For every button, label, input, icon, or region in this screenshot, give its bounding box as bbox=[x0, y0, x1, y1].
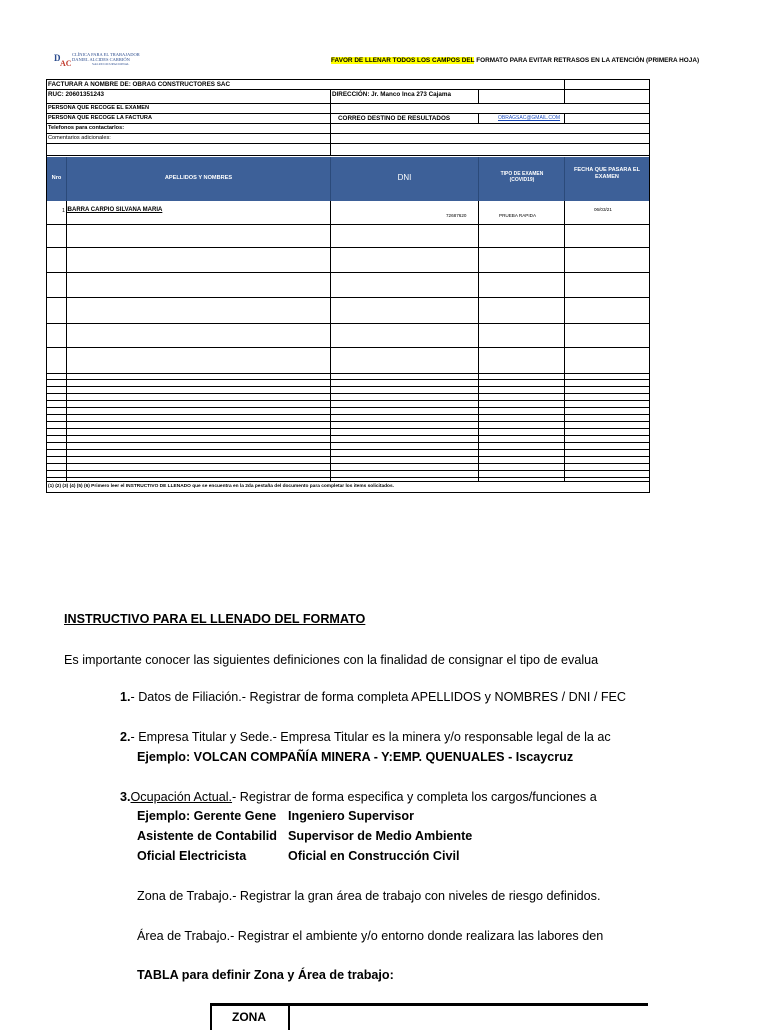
instructions-title: INSTRUCTIVO PARA EL LLENADO DEL FORMATO bbox=[64, 612, 366, 626]
header-names: APELLIDOS Y NOMBRES bbox=[164, 175, 233, 181]
item-1-number: 1. bbox=[120, 690, 131, 704]
zona-header-cell bbox=[210, 1006, 290, 1030]
item-3-example-a: Ejemplo: Gerente Gene bbox=[137, 809, 277, 823]
item-3-text: - Registrar de forma especifica y completa los cargos/funciones a bbox=[232, 790, 597, 804]
header-nro: Nro bbox=[51, 175, 62, 181]
instructions-intro: Es importante conocer las siguientes definiciones con la finalidad de consignar el tipo de evalua bbox=[64, 653, 599, 667]
item-2-text: - Empresa Titular y Sede.- Empresa Titular es la minera y/o responsable legal de la ac bbox=[130, 730, 611, 744]
item-3-example-d: Supervisor de Medio Ambiente bbox=[288, 829, 473, 843]
request-form bbox=[46, 79, 650, 493]
instruction-item-2 bbox=[120, 730, 654, 744]
instruction-item-1 bbox=[120, 690, 654, 704]
header-exam-date: FECHA QUE PASARA EL EXAMEN bbox=[574, 167, 640, 180]
item-3-example-b: Ingeniero Supervisor bbox=[288, 809, 414, 823]
item-3-example-f: Oficial en Construcción Civil bbox=[288, 849, 460, 863]
header-dni: DNI bbox=[397, 173, 412, 182]
invoice-collector-label: PERSONA QUE RECOGE LA FACTURA bbox=[48, 115, 153, 121]
exam-collector-label: PERSONA QUE RECOGE EL EXAMEN bbox=[48, 105, 150, 111]
zona-header: ZONA bbox=[232, 1010, 266, 1024]
zona-table bbox=[210, 1003, 648, 1030]
form-footnote: (1) (2) (3) (4) (5) (6) Primero leer el INSTRUCTIVO DE LLENADO que se encuentra en la 2da pestaña del documento para completar los items solicitados. bbox=[48, 484, 394, 489]
clinic-logo-icon bbox=[54, 52, 70, 68]
clinic-logo bbox=[54, 52, 164, 68]
instruction-item-3 bbox=[120, 790, 654, 804]
row-exam-type: PRUEBA RAPIDA bbox=[499, 213, 537, 218]
zona-trabajo-text: Zona de Trabajo.- Registrar la gran área de trabajo con niveles de riesgo definidos. bbox=[137, 889, 601, 903]
bill-to-name: FACTURAR A NOMBRE DE: OBRAG CONSTRUCTORES SAC bbox=[48, 81, 231, 88]
item-3-number: 3. bbox=[120, 790, 131, 804]
fill-notice bbox=[331, 57, 699, 64]
notice-rest: FORMATO PARA EVITAR RETRASOS EN LA ATENCIÓN (PRIMERA HOJA) bbox=[474, 57, 700, 64]
comments-label: Comentarios adicionales: bbox=[48, 135, 111, 141]
item-2-example: Ejemplo: VOLCAN COMPAÑÍA MINERA - Y:EMP. QUENUALES - Iscaycruz bbox=[137, 750, 574, 764]
row-nro: 1 bbox=[62, 208, 65, 214]
item-2-number: 2. bbox=[120, 730, 131, 744]
address-field: DIRECCIÓN: Jr. Manco Inca 273 Cajama bbox=[332, 91, 451, 98]
results-email-link[interactable]: OBRAGSAC@GMAIL.COM bbox=[498, 115, 561, 121]
item-3-example-c: Asistente de Contabilid bbox=[137, 829, 277, 843]
area-trabajo-text: Área de Trabajo.- Registrar el ambiente y/o entorno donde realizara las labores den bbox=[137, 929, 604, 943]
header-exam-type: TIPO DE EXAMEN (COVID19) bbox=[500, 171, 544, 183]
logo-line-2: DANIEL ALCIDES CARRIÓN bbox=[72, 56, 130, 62]
item-3-example-e: Oficial Electricista bbox=[137, 849, 247, 863]
row-dni: 72687620 bbox=[446, 213, 467, 218]
row-name: IBARRA CARPIO SILVANA MARIA bbox=[66, 207, 163, 213]
item-1-text: - Datos de Filiación.- Registrar de forma completa APELLIDOS y NOMBRES / DNI / FEC bbox=[130, 690, 627, 704]
logo-line-1: CLÍNICA PARA EL TRABAJADOR bbox=[72, 52, 140, 57]
svg-text:AC: AC bbox=[60, 59, 72, 68]
logo-line-3: SALUD OCUPACIONAL bbox=[92, 62, 130, 67]
phones-label: Telefonos para contactarlos: bbox=[48, 125, 125, 131]
tabla-title: TABLA para definir Zona y Área de trabajo: bbox=[137, 968, 394, 982]
item-3-title: Ocupación Actual. bbox=[130, 790, 233, 804]
row-exam-date: 06/03/21 bbox=[594, 207, 612, 212]
results-email-label: CORREO DESTINO DE RESULTADOS bbox=[338, 115, 451, 122]
notice-highlight: FAVOR DE LLENAR TODOS LOS CAMPOS DEL bbox=[331, 57, 475, 64]
ruc-field: RUC: 20601351243 bbox=[48, 91, 105, 98]
svg-text:D: D bbox=[54, 53, 61, 63]
